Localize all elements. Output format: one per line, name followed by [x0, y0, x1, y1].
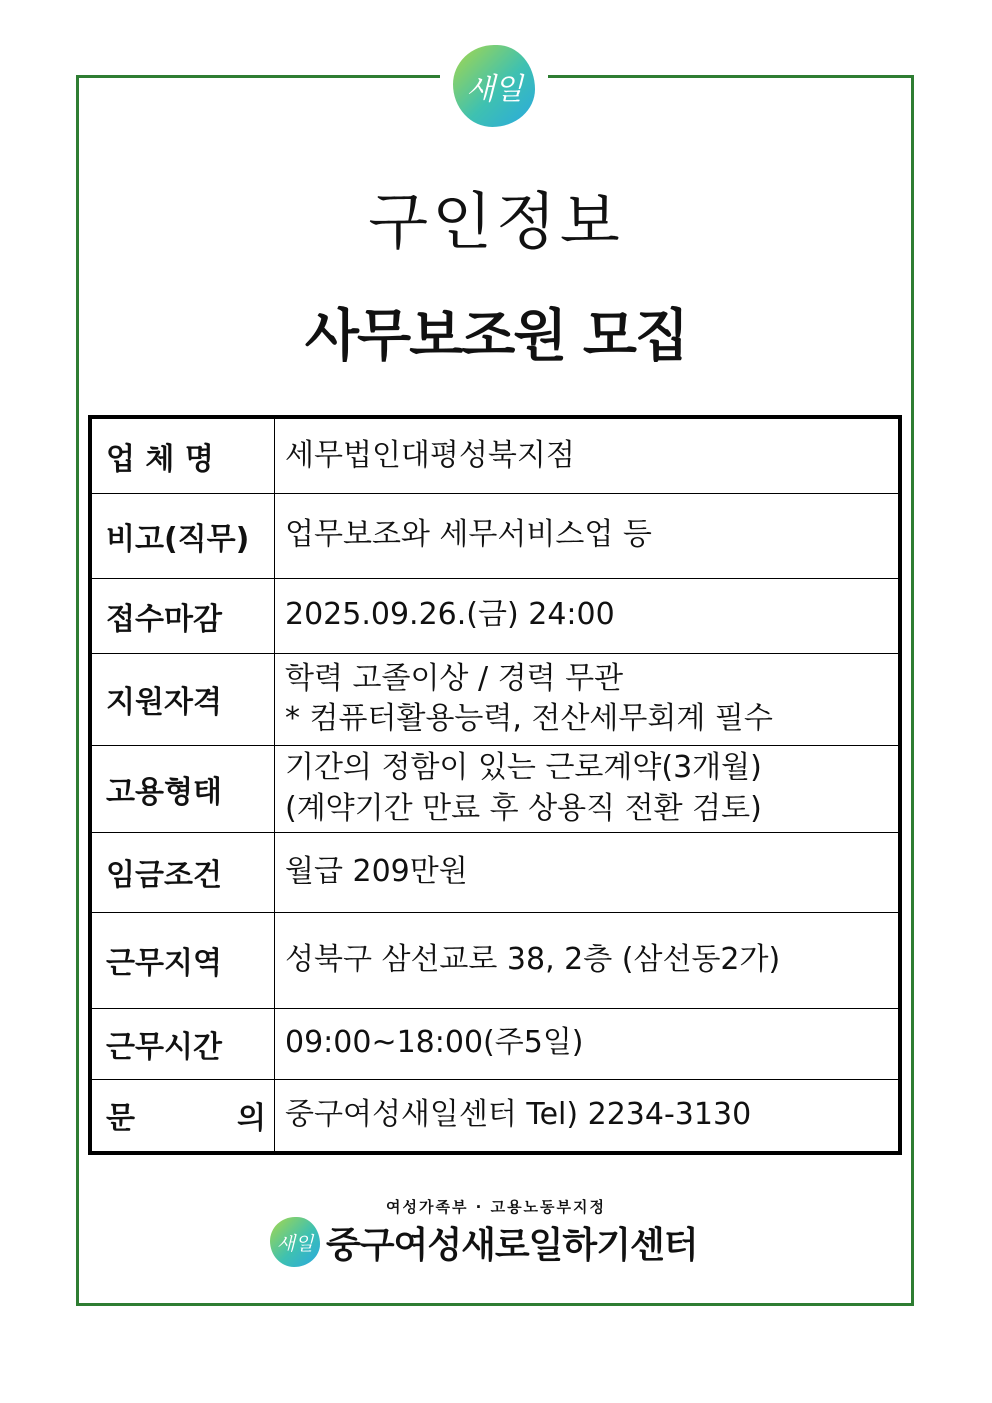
row-duty — [90, 493, 900, 578]
value-deadline — [275, 578, 901, 653]
label-qualification: 지원자격 — [90, 653, 275, 745]
value-line: 학력 고졸이상 / 경력 무관 — [285, 660, 624, 696]
page-title: 구인정보 — [368, 185, 624, 258]
value-duty — [275, 493, 901, 578]
value-line: 2025.09.26.(금) 24:00 — [285, 597, 615, 633]
value-line: 09:00~18:00(주5일) — [285, 1025, 584, 1061]
saeil-logo-mark — [453, 45, 535, 127]
value-line: 세무법인대평성북지점 — [285, 437, 575, 473]
value-company — [275, 417, 901, 493]
label-deadline: 접수마감 — [90, 578, 275, 653]
value-line: 월급 209만원 — [285, 853, 468, 889]
row-deadline — [90, 578, 900, 653]
label-employment-type: 고용형태 — [90, 745, 275, 832]
row-employment-type — [90, 745, 900, 832]
value-employment-type — [275, 745, 901, 832]
row-company — [90, 417, 900, 493]
value-wage — [275, 832, 901, 912]
label-wage: 임금조건 — [90, 832, 275, 912]
row-wage — [90, 832, 900, 912]
job-info-table — [88, 415, 902, 1155]
saeil-logo-text: 새일 — [466, 72, 522, 107]
row-hours — [90, 1008, 900, 1079]
label-company: 업 체 명 — [90, 417, 275, 493]
value-line: 기간의 정함이 있는 근로계약(3개월) — [285, 750, 762, 785]
value-line: * 컴퓨터활용능력, 전산세무회계 필수 — [285, 701, 773, 736]
saeil-logo-mark — [270, 1217, 320, 1267]
row-location — [90, 912, 900, 1008]
value-hours — [275, 1008, 901, 1079]
value-line: (계약기간 만료 후 상용직 전환 검토) — [285, 790, 762, 826]
footer-caption: 여성가족부 · 고용노동부지정 — [385, 1198, 607, 1216]
value-location — [275, 912, 901, 1008]
value-qualification — [275, 653, 901, 745]
value-contact — [275, 1079, 901, 1153]
center-name: 중구여성새로일하기센터 — [326, 1224, 698, 1266]
footer-logo-text: 새일 — [276, 1232, 314, 1255]
value-line: 업무보조와 세무서비스업 등 — [285, 517, 652, 553]
value-line: 성북구 삼선교로 38, 2층 (삼선동2가) — [285, 941, 781, 977]
value-line: 중구여성새일센터 Tel) 2234-3130 — [285, 1097, 752, 1132]
saeil-logo-top — [440, 40, 548, 132]
label-hours: 근무시간 — [90, 1008, 275, 1079]
footer-center-logo — [270, 1214, 698, 1270]
label-location: 근무지역 — [90, 912, 275, 1008]
label-contact — [90, 1079, 275, 1153]
label-contact-part: 의 — [237, 1101, 266, 1137]
label-contact-part: 문 — [106, 1101, 135, 1137]
row-contact — [90, 1079, 900, 1153]
label-duty: 비고(직무) — [90, 493, 275, 578]
job-title: 사무보조원 모집 — [304, 304, 688, 369]
row-qualification — [90, 653, 900, 745]
